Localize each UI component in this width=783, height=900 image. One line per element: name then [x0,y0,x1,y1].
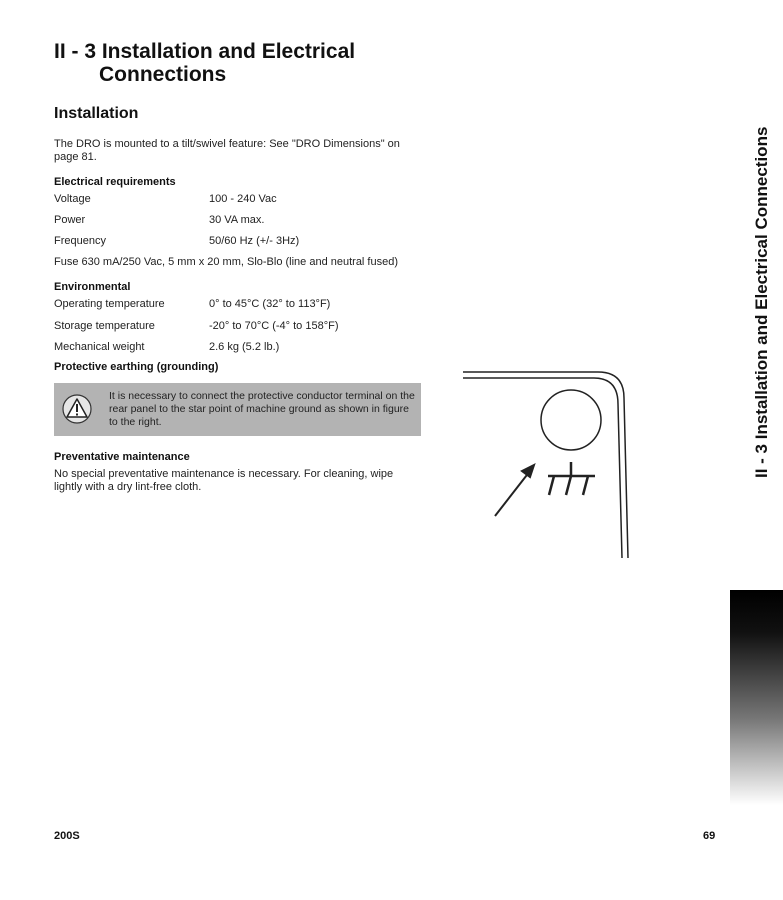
ground-symbol-icon [548,462,595,495]
panel-outline-outer [463,372,628,558]
arrow-icon [495,465,534,516]
page-title-line2: Connections [99,63,227,86]
spec-row-storage-temp [54,320,338,332]
earthing-heading: Protective earthing (grounding) [54,361,219,373]
environmental-heading: Environmental [54,281,131,293]
electrical-heading: Electrical requirements [54,176,176,188]
spec-value: 30 VA max. [209,214,265,226]
warning-triangle-icon [62,394,92,424]
spec-value: 0° to 45°C (32° to 113°F) [209,298,331,310]
chapter-tab-gradient [730,590,783,805]
spec-label: Mechanical weight [54,341,145,353]
spec-value: 2.6 kg (5.2 lb.) [209,341,280,353]
panel-outline-inner [463,378,622,558]
spec-label: Power [54,214,86,226]
maintenance-text: No special preventative maintenance is necessary. For cleaning, wipe lightly with a dry lint-free cloth. [54,468,394,493]
spec-value: 50/60 Hz (+/- 3Hz) [209,235,300,247]
ground-terminal-circle [541,390,601,450]
side-chapter-title: II - 3 Installation and Electrical Connections [752,126,771,478]
spec-row-voltage [54,193,277,205]
maintenance-heading: Preventative maintenance [54,451,190,463]
spec-row-weight [54,341,279,353]
spec-row-operating-temp [54,298,330,310]
spec-label: Storage temperature [54,320,155,332]
grounding-diagram [460,365,640,565]
footer-page-number: 69 [703,830,716,842]
page-title [54,40,355,86]
spec-label: Voltage [54,193,91,205]
warning-box [54,383,421,436]
spec-value: -20° to 70°C (-4° to 158°F) [209,320,339,332]
spec-value: 100 - 240 Vac [209,193,277,205]
warning-text: It is necessary to connect the protective conductor terminal on the rear panel to the star point of machine ground as shown in figure to the right. [109,390,415,428]
spec-row-frequency [54,235,299,247]
installation-intro: The DRO is mounted to a tilt/swivel feature: See "DRO Dimensions" on page 81. [54,138,400,163]
page-title-line1: II - 3 Installation and Electrical [54,40,356,63]
spec-label: Operating temperature [54,298,165,310]
spec-label: Frequency [54,235,106,247]
footer-model: 200S [54,830,80,842]
spec-row-power [54,214,264,226]
fuse-spec: Fuse 630 mA/250 Vac, 5 mm x 20 mm, Slo-Blo (line and neutral fused) [54,256,399,268]
installation-heading: Installation [54,105,139,122]
